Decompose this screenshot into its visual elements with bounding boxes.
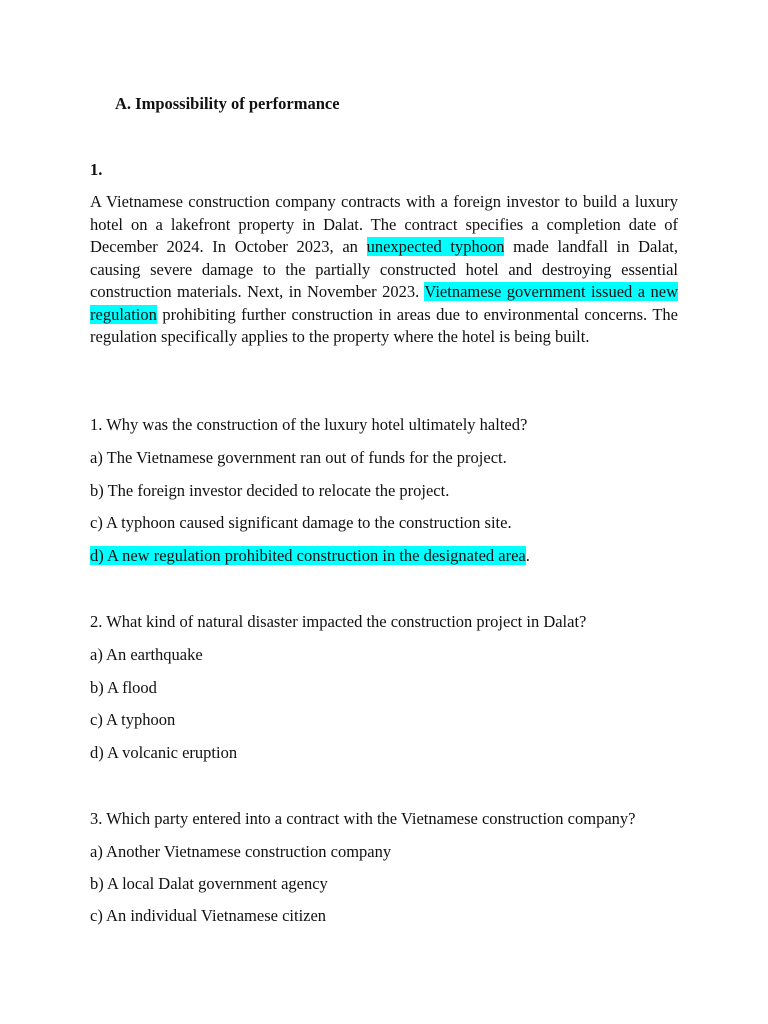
question-1-option-d	[90, 545, 530, 567]
highlight-regulation: Vietnamese government issued a new regulation	[90, 282, 678, 324]
highlight-typhoon: unexpected typhoon	[366, 237, 505, 256]
scenario-text-1: A Vietnamese construction company contracts with a foreign investor to build a luxury hotel on a lakefront property in Dalat. The contract specifies a completion date of December 2024. In October 2023, an	[90, 192, 678, 256]
question-2-option-c: c) A typhoon	[90, 710, 176, 729]
question-2-option-d: d) A volcanic eruption	[90, 743, 238, 762]
scenario-text-3: prohibiting further construction in areas due to environmental concerns. The regulation specifically applies to the property where the hotel is being built.	[90, 304, 678, 346]
case-number: 1.	[90, 160, 103, 179]
question-3-option-c: c) An individual Vietnamese citizen	[90, 906, 327, 925]
question-2-text: 2. What kind of natural disaster impacted the construction project in Dalat?	[90, 612, 587, 631]
question-1-option-d-period: .	[525, 546, 530, 565]
question-3-option-a: a) Another Vietnamese construction company	[90, 842, 392, 861]
question-2-option-a: a) An earthquake	[90, 645, 203, 664]
question-1-text: 1. Why was the construction of the luxury hotel ultimately halted?	[90, 415, 528, 434]
question-1-option-c: c) A typhoon caused significant damage to the construction site.	[90, 513, 512, 532]
question-2-option-b: b) A flood	[90, 678, 157, 697]
question-1-option-a: a) The Vietnamese government ran out of funds for the project.	[90, 448, 507, 467]
scenario-text-2: made landfall in Dalat, causing severe damage to the partially constructed hotel and destroying essential construction materials. Next, in November 2023.	[90, 237, 678, 301]
section-heading: A. Impossibility of performance	[115, 94, 340, 113]
scenario-paragraph	[90, 191, 678, 349]
question-1-option-b: b) The foreign investor decided to relocate the project.	[90, 481, 450, 500]
question-1-option-d-highlight: d) A new regulation prohibited construction in the designated area	[90, 546, 526, 565]
question-3-option-b: b) A local Dalat government agency	[90, 874, 328, 893]
question-3-text: 3. Which party entered into a contract with the Vietnamese construction company?	[90, 809, 636, 828]
